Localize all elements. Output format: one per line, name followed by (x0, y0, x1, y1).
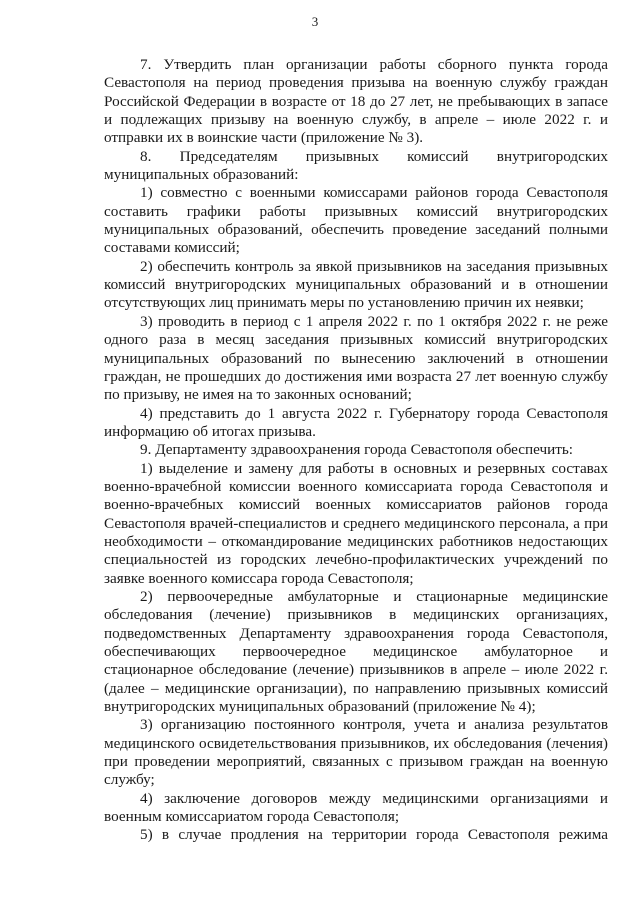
paragraph-7: 7. Утвердить план организации работы сборного пункта города Севастополя на период проведения призыва на военную службу граждан Российской Федерации в возрасте от 18 до 27 лет, не пребывающих в запасе и подлежащих призыву на военную службу, в апреле – июле 2022 г. и отправки их в воинские части (приложение № 3). (104, 56, 608, 147)
paragraph-8: 8. Председателям призывных комиссий внутригородских муниципальных образований: (104, 147, 608, 184)
paragraph-9-item-2: 2) первоочередные амбулаторные и стационарные медицинские обследования (лечение) призывников в медицинских организациях, подведомственных Департаменту здравоохранения города Севастополя, обеспечивающих первоочередное медицинское амбулаторное и стационарное обследование (лечение) призывников в апреле – июле 2022 г. (далее – медицинские организации), по направлению призывных комиссий внутригородских муниципальных образований (приложение № 4); (104, 587, 608, 716)
paragraph-9-item-4: 4) заключение договоров между медицинскими организациями и военным комиссариатом города Севастополя; (104, 789, 608, 826)
paragraph-9-item-5: 5) в случае продления на территории города Севастополя режима (140, 826, 608, 844)
paragraph-8-item-1: 1) совместно с военными комиссарами районов города Севастополя составить графики работы призывных комиссий внутригородских муниципальных образований, обеспечить проведение заседаний полными составами комиссий; (104, 184, 608, 257)
page-number: 3 (311, 14, 319, 29)
paragraph-8-item-4: 4) представить до 1 августа 2022 г. Губернатору города Севастополя информацию об итогах призыва. (104, 404, 608, 440)
paragraph-9-item-3: 3) организацию постоянного контроля, учета и анализа результатов медицинского освидетельствования призывников, их обследования (лечения) при проведении мероприятий, связанных с призывом граждан на военную службу; (104, 716, 608, 789)
paragraph-9: 9. Департаменту здравоохранения города Севастополя обеспечить: (140, 441, 574, 459)
document-body (104, 56, 608, 845)
paragraph-9-item-1: 1) выделение и замену для работы в основных и резервных составах военно-врачебной комиссии военного комиссариата города Севастополя и военно-врачебных комиссий военных комиссариатов районов города Севастополя врачей-специалистов и среднего медицинского персонала, а при необходимости – откомандирование медицинских работников недостающих специальностей из городских лечебно-профилактических учреждений по заявке военного комиссара города Севастополя; (104, 459, 608, 587)
paragraph-8-item-2: 2) обеспечить контроль за явкой призывников на заседания призывных комиссий внутригородских муниципальных образований и в отношении отсутствующих лиц принимать меры по установлению причин их неявки; (104, 257, 608, 312)
paragraph-8-item-3: 3) проводить в период с 1 апреля 2022 г. по 1 октября 2022 г. не реже одного раза в месяц заседания призывных комиссий внутригородских муниципальных образований по вынесению заключений в отношении граждан, не прошедших до достижения ими возраста 27 лет военную службу по призыву, не имея на то законных оснований; (104, 312, 608, 404)
